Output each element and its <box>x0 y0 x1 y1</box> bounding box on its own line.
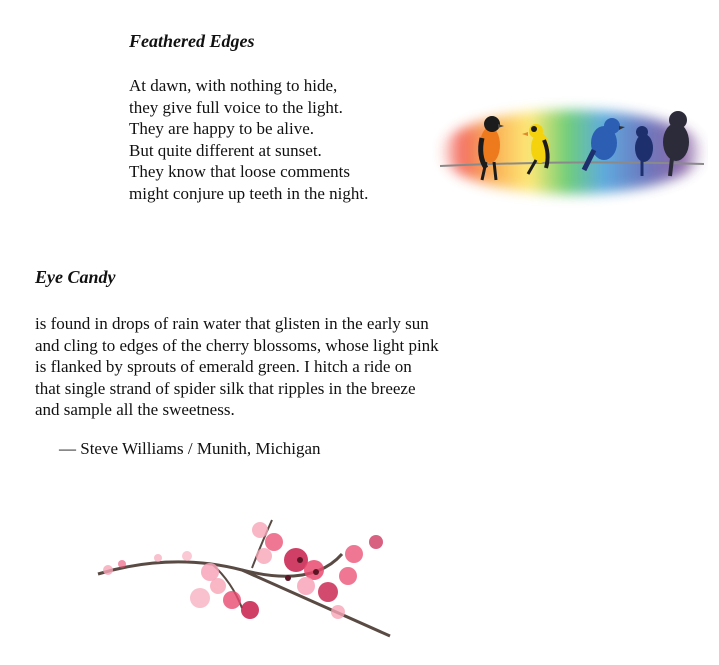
cherry-blossom-branch-illustration <box>92 512 394 640</box>
poem-line: is flanked by sprouts of emerald green. I hitch a ride on <box>35 357 412 376</box>
poem-line: and cling to edges of the cherry blossoms, whose light pink <box>35 335 439 355</box>
poem-line: But quite different at sunset. <box>129 140 322 160</box>
poem-body-eye-candy <box>35 313 439 421</box>
poem-line: they give full voice to the light. <box>129 97 343 117</box>
poem-line: and sample all the sweetness. <box>35 400 235 419</box>
poem-line: that single strand of spider silk that ripples in the breeze <box>35 378 416 398</box>
poem-line: At dawn, with nothing to hide, <box>129 76 338 95</box>
poem-line: might conjure up teeth in the night. <box>129 183 369 203</box>
author-attribution: — Steve Williams / Munith, Michigan <box>59 439 321 458</box>
poem-line: is found in drops of rain water that glisten in the early sun <box>35 314 429 333</box>
poem-body-feathered-edges <box>129 75 368 205</box>
poem-line: They know that loose comments <box>129 162 350 182</box>
birds-on-wire-illustration <box>432 88 708 216</box>
poem-line: They are happy to be alive. <box>129 119 315 139</box>
poem-title-eye-candy: Eye Candy <box>35 267 116 287</box>
poem-title-feathered-edges: Feathered Edges <box>129 31 255 51</box>
